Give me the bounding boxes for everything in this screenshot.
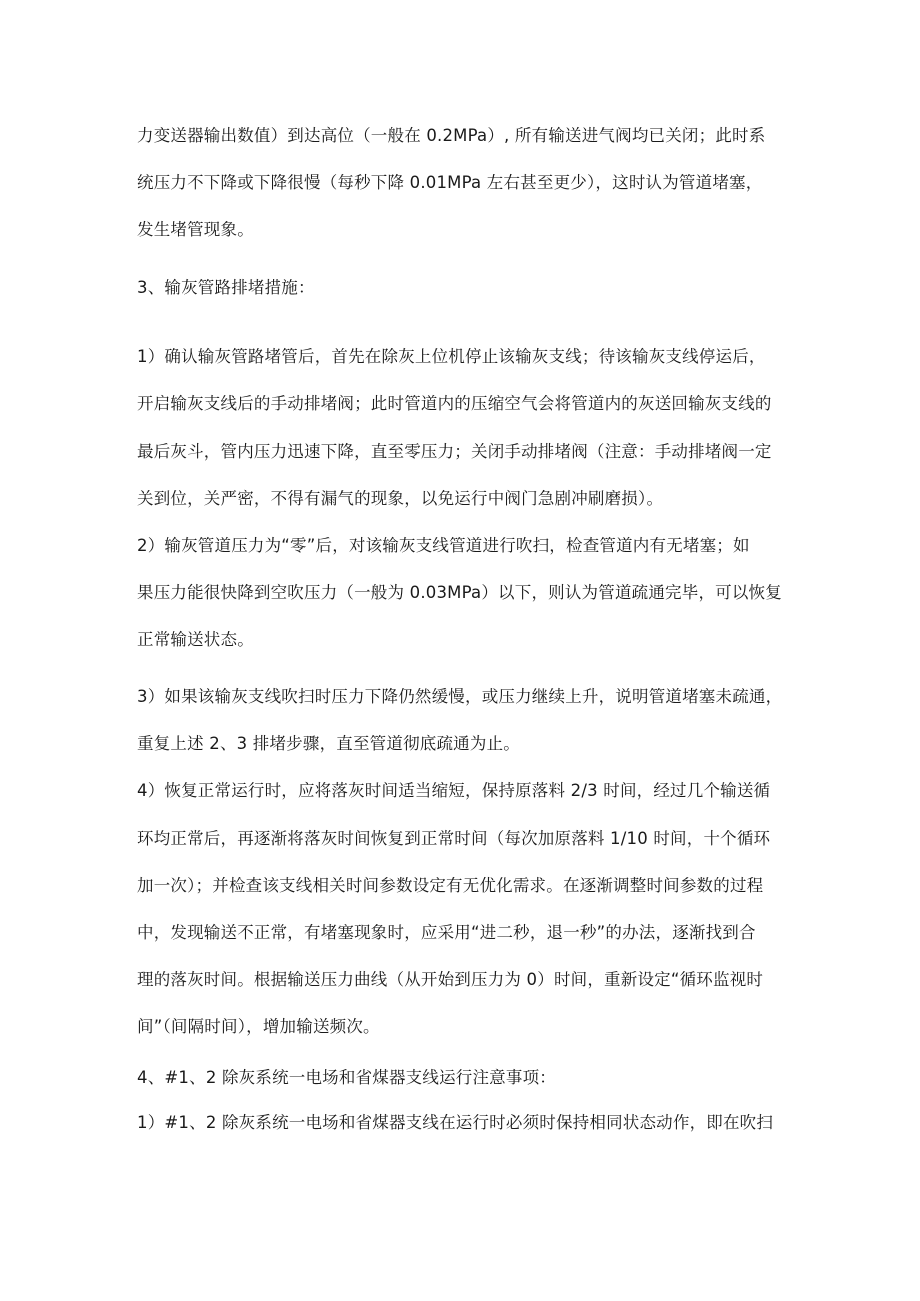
section-heading: 4、#1、2 除灰系统一电场和省煤器支线运行注意事项：	[137, 1068, 556, 1087]
text-line: 3）如果该输灰支线吹扫时压力下降仍然缓慢，或压力继续上升，说明管道堵塞未疏通，	[137, 687, 783, 706]
text-line: 统压力不下降或下降很慢（每秒下降 0.01MPa 左右甚至更少），这时认为管道堵塞，	[137, 173, 763, 192]
text-line: 理的落灰时间。根据输送压力曲线（从开始到压力为 0）时间，重新设定“循环监视时	[137, 970, 764, 989]
text-line: 力变送器输出数值）到达高位（一般在 0.2MPa）, 所有输送进气阀均已关闭；此时系	[137, 126, 766, 145]
text-line: 重复上述 2、3 排堵步骤，直至管道彻底疏通为止。	[137, 734, 520, 753]
text-line: 环均正常后，再逐渐将落灰时间恢复到正常时间（每次加原落料 1/10 时间，十个循环	[137, 829, 771, 848]
text-line: 4）恢复正常运行时，应将落灰时间适当缩短，保持原落料 2/3 时间，经过几个输送循	[137, 781, 771, 800]
text-line: 发生堵管现象。	[137, 220, 254, 239]
text-line: 2）输灰管道压力为“零”后，对该输灰支线管道进行吹扫，检查管道内有无堵塞；如	[137, 536, 750, 555]
text-line: 间”（间隔时间），增加输送频次。	[137, 1017, 380, 1036]
section-heading: 3、输灰管路排堵措施：	[137, 278, 315, 297]
text-line: 1）#1、2 除灰系统一电场和省煤器支线在运行时必须时保持相同状态动作，即在吹扫	[137, 1113, 774, 1132]
text-line: 果压力能很快降到空吹压力（一般为 0.03MPa）以下，则认为管道疏通完毕，可以恢复	[137, 583, 782, 602]
text-line: 开启输灰支线后的手动排堵阀；此时管道内的压缩空气会将管道内的灰送回输灰支线的	[137, 394, 772, 413]
text-line: 中，发现输送不正常，有堵塞现象时，应采用“进二秒，退一秒”的办法，逐渐找到合	[137, 923, 756, 942]
text-line: 关到位，关严密，不得有漏气的现象，以免运行中阀门急剧冲刷磨损）。	[137, 489, 664, 508]
text-line: 正常输送状态。	[137, 630, 254, 649]
text-line: 加一次）；并检查该支线相关时间参数设定有无优化需求。在逐渐调整时间参数的过程	[137, 876, 764, 895]
text-line: 1）确认输灰管路堵管后，首先在除灰上位机停止该输灰支线；待该输灰支线停运后，	[137, 347, 766, 366]
text-line: 最后灰斗，管内压力迅速下降，直至零压力；关闭手动排堵阀（注意：手动排堵阀一定	[137, 442, 772, 461]
